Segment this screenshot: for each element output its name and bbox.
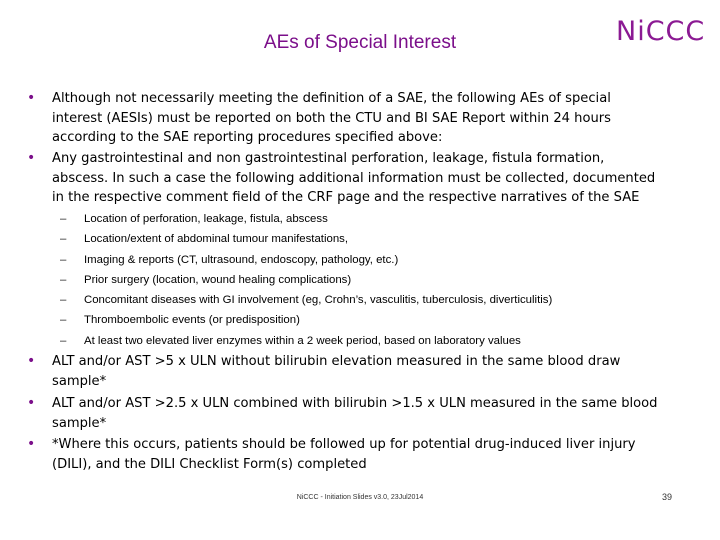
bullet-icon: • — [27, 436, 36, 452]
page-number: 39 — [662, 492, 673, 502]
dash-icon: – — [60, 233, 67, 246]
dash-icon: – — [60, 314, 67, 327]
sub-bullet-text: At least two elevated liver enzymes within a 2 week period, based on laboratory values — [84, 334, 521, 347]
sub-bullet-item — [60, 270, 660, 290]
sub-bullet-item — [60, 331, 660, 351]
dash-icon: – — [60, 273, 67, 286]
sub-bullet-text: Thromboembolic events (or predisposition) — [84, 314, 300, 327]
bullet-text: ALT and/or AST >2.5 x ULN combined with bilirubin >1.5 x ULN measured in the same blood sample* — [52, 396, 658, 431]
bullet-item — [27, 89, 664, 148]
dash-icon: – — [60, 334, 67, 347]
sub-bullet-text: Imaging & reports (CT, ultrasound, endoscopy, pathology, etc.) — [84, 253, 399, 266]
bullet-text: Any gastrointestinal and non gastrointestinal perforation, leakage, fistula formation, abscess. In such a case the following additional information must be collected, documented in the respective comment field of the CRF page and the respective narratives of the SAE — [52, 151, 656, 205]
bullet-icon: • — [27, 90, 36, 106]
sub-bullet-item — [60, 250, 660, 270]
slide-title: AEs of Special Interest — [263, 32, 457, 53]
niccc-logo: NiCCC — [616, 16, 706, 47]
bullet-text: *Where this occurs, patients should be followed up for potential drug-induced liver injury (DILI), and the DILI Checklist Form(s) completed — [52, 437, 636, 472]
bullet-item — [27, 394, 664, 433]
sub-bullet-text: Concomitant diseases with GI involvement (eg, Crohn’s, vasculitis, tuberculosis, diverticulitis) — [84, 294, 553, 307]
bullet-text: ALT and/or AST >5 x ULN without bilirubin elevation measured in the same blood draw sample* — [52, 354, 621, 389]
bullet-icon: • — [27, 150, 36, 166]
sub-bullet-text: Prior surgery (location, wound healing complications) — [84, 273, 352, 286]
slide-footer: NiCCC - Initiation Slides v3.0, 23Jul2014 — [296, 494, 424, 501]
sub-bullet-item — [60, 209, 660, 229]
sub-bullet-list — [60, 209, 660, 351]
dash-icon: – — [60, 294, 67, 307]
bullet-icon: • — [27, 353, 36, 369]
bullet-item — [27, 352, 664, 391]
dash-icon: – — [60, 253, 67, 266]
bullet-icon: • — [27, 395, 36, 411]
sub-bullet-item — [60, 229, 660, 249]
sub-bullet-item — [60, 290, 660, 310]
sub-bullet-text: Location/extent of abdominal tumour manifestations, — [84, 233, 349, 246]
sub-bullet-item — [60, 310, 660, 330]
bullet-text: Although not necessarily meeting the definition of a SAE, the following AEs of special interest (AESIs) must be reported on both the CTU and BI SAE Report within 24 hours according to the SAE reporting procedures specified above: — [52, 91, 611, 145]
dash-icon: – — [60, 213, 67, 225]
bullet-item — [27, 435, 664, 474]
bullet-item — [27, 149, 664, 208]
sub-bullet-text: Location of perforation, leakage, fistula, abscess — [84, 213, 328, 225]
